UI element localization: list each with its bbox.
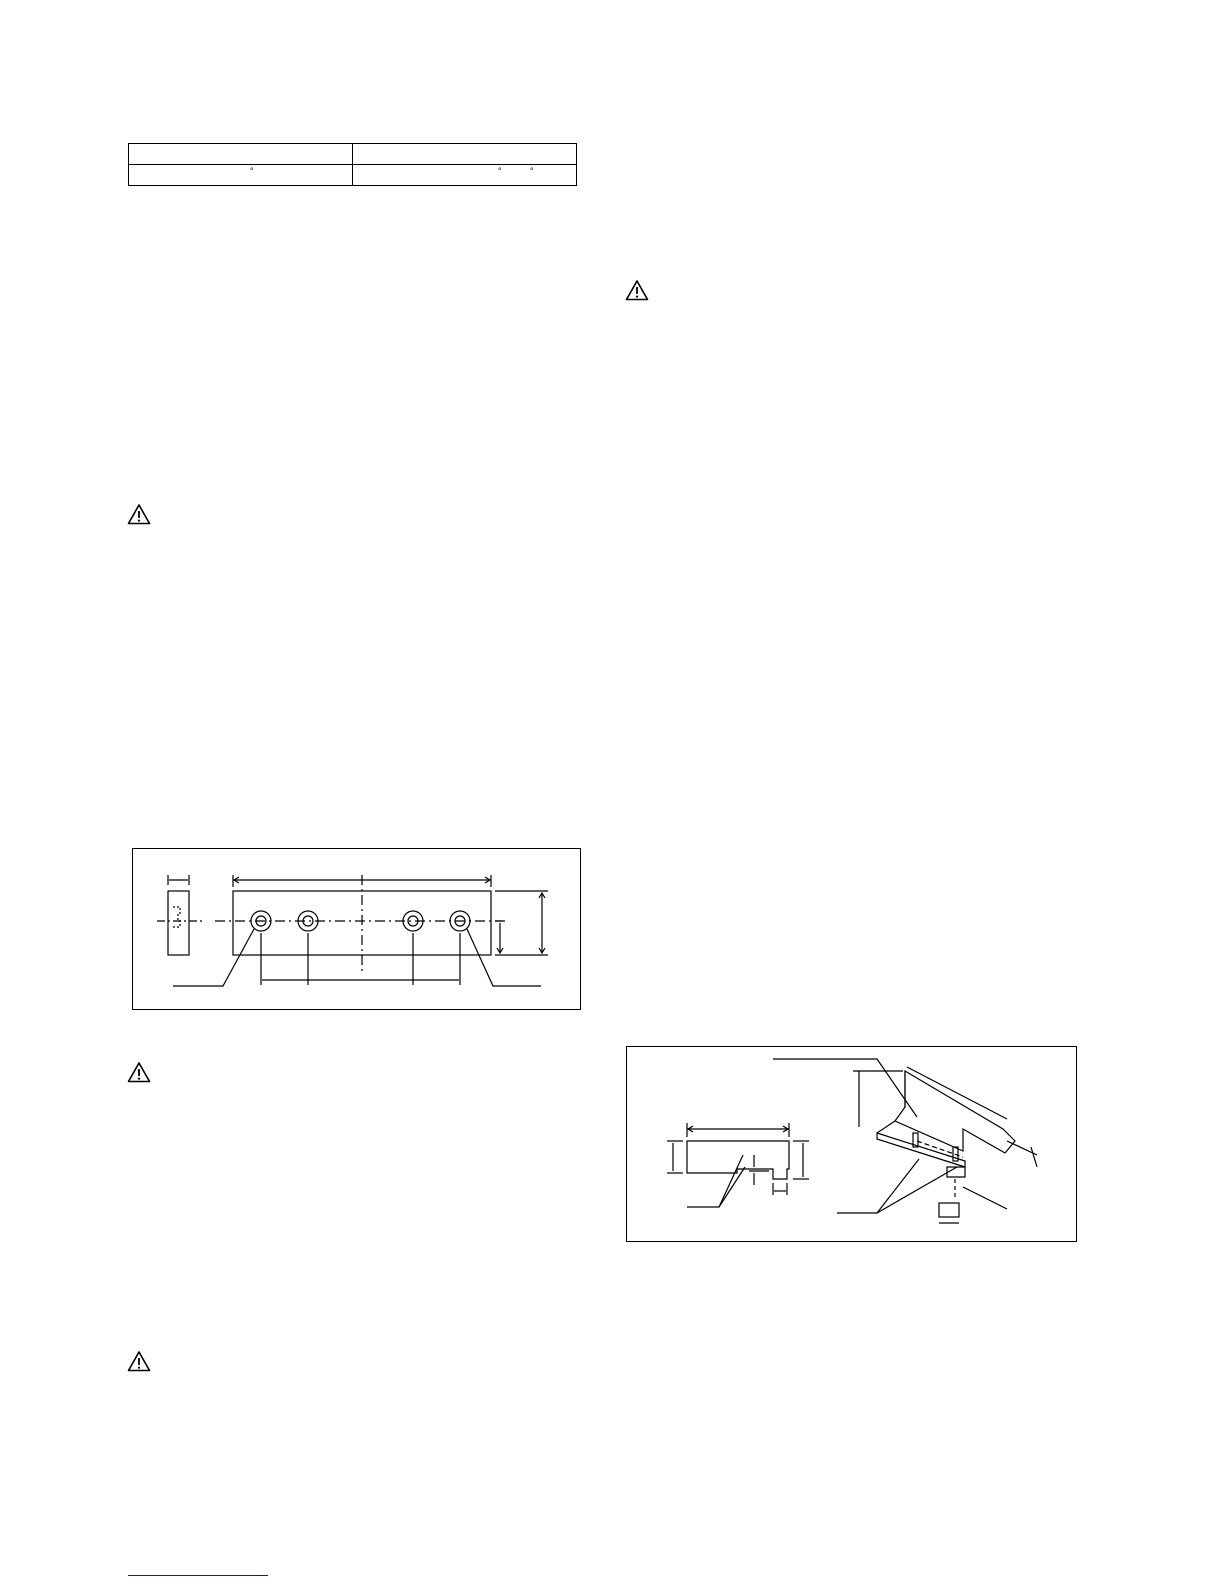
blade-gauge-figure bbox=[626, 1046, 1077, 1242]
spec-table-cell bbox=[129, 165, 353, 186]
warning-triangle-icon bbox=[127, 1061, 151, 1083]
warning-triangle-icon bbox=[127, 1350, 151, 1372]
warning-triangle-icon bbox=[127, 503, 151, 525]
spec-table-row bbox=[129, 165, 577, 186]
degree-mark: ° bbox=[250, 166, 254, 176]
degree-mark: ° bbox=[498, 166, 502, 176]
warning-triangle-icon bbox=[625, 279, 649, 301]
spec-table-cell bbox=[353, 144, 577, 165]
spec-table-cell bbox=[129, 144, 353, 165]
spec-table-cell bbox=[353, 165, 577, 186]
spec-table bbox=[128, 143, 577, 186]
jointer-bar-drawing bbox=[133, 849, 580, 1009]
degree-mark: ° bbox=[530, 166, 534, 176]
spec-table-header-row bbox=[129, 144, 577, 165]
blade-gauge-drawing bbox=[627, 1047, 1076, 1241]
jointer-bar-figure bbox=[132, 848, 581, 1010]
footer-link-underline bbox=[128, 1575, 268, 1576]
